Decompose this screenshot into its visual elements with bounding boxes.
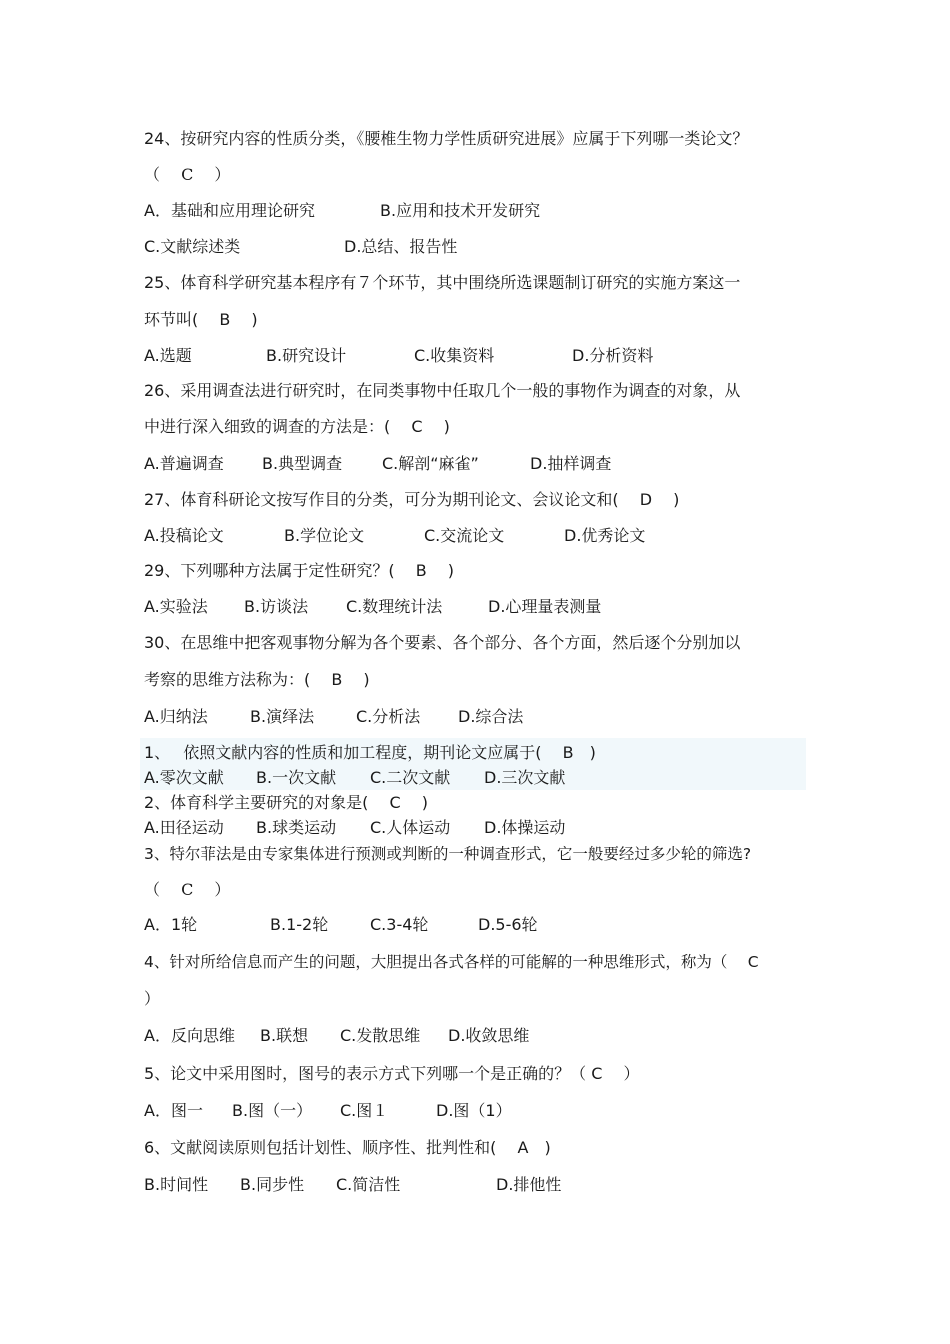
question-1-options (144, 767, 806, 789)
question-29-options (144, 596, 806, 618)
question-5-options (144, 1100, 806, 1122)
option: B.一次文献 (256, 768, 337, 787)
question-25-stem-2: 环节叫( B ) (144, 310, 258, 329)
option: B.典型调查 (262, 454, 343, 473)
option: D.分析资料 (572, 346, 654, 365)
option: B.演绎法 (250, 707, 315, 726)
option: D.心理量表测量 (488, 597, 602, 616)
question-1-stem: 1、 依照文献内容的性质和加工程度，期刊论文应属于( B ) (144, 743, 596, 762)
option: A．反向思维 (144, 1026, 235, 1045)
option: C.交流论文 (424, 526, 505, 545)
question-6-stem: 6、文献阅读原则包括计划性、顺序性、批判性和( A ) (144, 1138, 551, 1157)
option: A.选题 (144, 346, 192, 365)
option: C.人体运动 (370, 818, 451, 837)
option: B.图（一） (232, 1101, 313, 1120)
question-26-options (144, 453, 806, 475)
question-5-stem: 5、论文中采用图时，图号的表示方式下列哪一个是正确的？（ C ） (144, 1064, 640, 1083)
option: A.普遍调查 (144, 454, 224, 473)
option: A.实验法 (144, 597, 208, 616)
option: B.1-2轮 (270, 915, 329, 934)
option: A.归纳法 (144, 707, 208, 726)
option: D.总结、报告性 (344, 237, 458, 256)
question-30-stem: 30、在思维中把客观事物分解为各个要素、各个部分、各个方面，然后逐个分别加以 (144, 633, 741, 652)
option: C.发散思维 (340, 1026, 421, 1045)
option: A．基础和应用理论研究 (144, 201, 315, 220)
question-3-stem: 3、特尔菲法是由专家集体进行预测或判断的一种调查形式，它一般要经过多少轮的筛选? (144, 845, 752, 863)
option: D.抽样调查 (530, 454, 612, 473)
option: B.研究设计 (266, 346, 347, 365)
option: B.应用和技术开发研究 (380, 201, 541, 220)
option: C.分析法 (356, 707, 421, 726)
option: D.体操运动 (484, 818, 566, 837)
option: C.图１ (340, 1101, 389, 1120)
question-27-options (144, 525, 806, 547)
question-3-options (144, 914, 806, 936)
option: C.解剖“麻雀” (382, 454, 479, 473)
option: D.综合法 (458, 707, 524, 726)
option: D.5-6轮 (478, 915, 538, 934)
option: C.二次文献 (370, 768, 451, 787)
option: A．图一 (144, 1101, 203, 1120)
question-24-answer: （ C ） (144, 165, 231, 184)
question-2-stem: 2、体育科学主要研究的对象是( C ) (144, 793, 429, 812)
option: D.图（1） (436, 1101, 512, 1120)
option: B.联想 (260, 1026, 309, 1045)
option: C.简洁性 (336, 1175, 401, 1194)
option: B.球类运动 (256, 818, 337, 837)
question-2-options (144, 817, 806, 839)
question-4-stem: 4、针对所给信息而产生的问题，大胆提出各式各样的可能解的一种思维形式，称为（ C (144, 953, 759, 971)
question-30-stem-2: 考察的思维方法称为：( B ) (144, 670, 370, 689)
option: C.3-4轮 (370, 915, 429, 934)
option: A.田径运动 (144, 818, 224, 837)
question-26-stem-2: 中进行深入细致的调查的方法是：( C ) (144, 417, 450, 436)
question-27-stem: 27、体育科研论文按写作目的分类，可分为期刊论文、会议论文和( D ) (144, 490, 680, 509)
question-24-options-2 (144, 236, 806, 258)
question-26-stem: 26、采用调查法进行研究时，在同类事物中任取几个一般的事物作为调查的对象，从 (144, 381, 741, 400)
question-24-stem: 24、按研究内容的性质分类，《腰椎生物力学性质研究进展》应属于下列哪一类论文？ (144, 129, 749, 148)
option: D.三次文献 (484, 768, 566, 787)
option: C.数理统计法 (346, 597, 443, 616)
option: D.收敛思维 (448, 1026, 530, 1045)
question-30-options (144, 706, 806, 728)
question-29-stem: 29、下列哪种方法属于定性研究？( B ) (144, 561, 454, 580)
option: A.投稿论文 (144, 526, 224, 545)
option: B.同步性 (240, 1175, 305, 1194)
question-25-stem: 25、体育科学研究基本程序有７个环节，其中围绕所选课题制订研究的实施方案这一 (144, 273, 741, 292)
question-24-options (144, 200, 806, 222)
option: A.零次文献 (144, 768, 224, 787)
question-6-options (144, 1174, 806, 1196)
option: D.排他性 (496, 1175, 562, 1194)
option: B.学位论文 (284, 526, 365, 545)
question-4-options (144, 1025, 806, 1047)
question-3-answer: （ C ） (144, 880, 231, 899)
option: C.文献综述类 (144, 237, 241, 256)
option: B.访谈法 (244, 597, 309, 616)
option: B.时间性 (144, 1175, 209, 1194)
question-4-stem-2: ） (144, 989, 161, 1008)
option: C.收集资料 (414, 346, 495, 365)
option: D.优秀论文 (564, 526, 646, 545)
question-25-options (144, 345, 806, 367)
option: A．1轮 (144, 915, 198, 934)
